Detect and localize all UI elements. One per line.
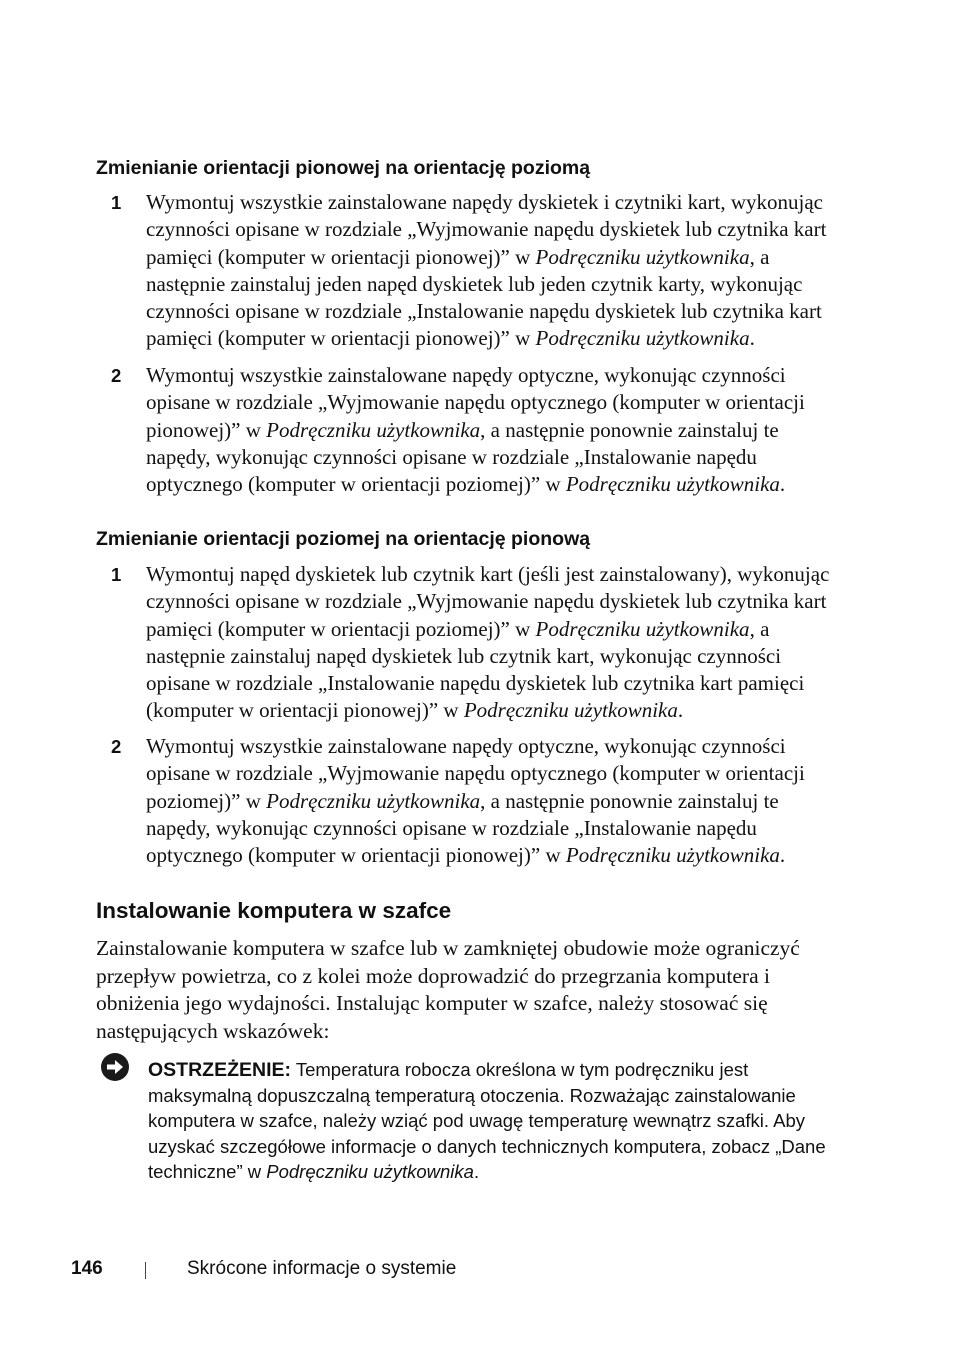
section-heading-portrait-to-landscape: Zmienianie orientacji pionowej na orientację poziomą <box>96 157 591 179</box>
section-heading-cabinet: Instalowanie komputera w szafce <box>96 898 452 923</box>
step-text: Wymontuj wszystkie zainstalowane napędy optyczne, wykonując czynności opisane w rozdziale „Wyjmowanie napędu optycznego (komputer w orientacji pionowej)” w Podręczniku użytkownika, a następnie ponownie zainstaluj te napędy, wykonując czynności opisane w rozdziale „Instalowanie napędu optycznego (komputer w orientacji poziomej)” w Podręczniku użytkownika. <box>146 363 805 497</box>
step-number: 2 <box>111 736 122 757</box>
warning-note: OSTRZEŻENIE: Temperatura robocza określona w tym podręczniku jest maksymalną dopuszczalną temperaturą otoczenia. Rozważając zainstalowanie komputera w szafce, należy wziąć pod uwagę temperaturę wewnątrz szafki. Aby uzyskać szczegółowe informacje o danych technicznych komputera, zobacz „Dane techniczne” w Podręczniku użytkownika. <box>148 1059 826 1182</box>
step-number: 2 <box>111 365 122 386</box>
cabinet-paragraph: Zainstalowanie komputera w szafce lub w zamkniętej obudowie może ograniczyć przepływ powietrza, co z kolei może doprowadzić do przegrzania komputera i obniżenia jego wydajności. Instalując komputer w szafce, należy stosować się następujących wskazówek: <box>96 936 800 1043</box>
footer-title: Skrócone informacje o systemie <box>187 1258 457 1279</box>
warning-label: OSTRZEŻENIE: <box>148 1059 292 1081</box>
step-text: Wymontuj wszystkie zainstalowane napędy optyczne, wykonując czynności opisane w rozdziale „Wyjmowanie napędu optycznego (komputer w orientacji poziomej)” w Podręczniku użytkownika, a następnie ponownie zainstaluj te napędy, wykonując czynności opisane w rozdziale „Instalowanie napędu optycznego (komputer w orientacji pionowej)” w Podręczniku użytkownika. <box>146 734 805 868</box>
step-text: Wymontuj napęd dyskietek lub czytnik kart (jeśli jest zainstalowany), wykonując czynności opisane w rozdziale „Wyjmowanie napędu dyskietek lub czytnika kart pamięci (komputer w orientacji poziomej)” w Podręczniku użytkownika, a następnie zainstaluj napęd dyskietek lub czytnik kart, wykonując czynności opisane w rozdziale „Instalowanie napędu dyskietek lub czytnika kart pamięci (komputer w orientacji pionowej)” w Podręczniku użytkownika. <box>146 562 830 723</box>
page-number: 146 <box>71 1258 103 1279</box>
footer-divider <box>145 1262 146 1279</box>
step-number: 1 <box>111 192 122 213</box>
notice-arrow-icon <box>100 1052 130 1082</box>
step-text: Wymontuj wszystkie zainstalowane napędy dyskietek i czytniki kart, wykonując czynności opisane w rozdziale „Wyjmowanie napędu dyskietek lub czytnika kart pamięci (komputer w orientacji pionowej)” w Podręczniku użytkownika, a następnie zainstaluj jeden napęd dyskietek lub jeden czytnik karty, wykonując czynności opisane w rozdziale „Instalowanie napędu dyskietek lub czytnika kart pamięci (komputer w orientacji pionowej)” w Podręczniku użytkownika. <box>146 190 827 351</box>
section-heading-landscape-to-portrait: Zmienianie orientacji poziomej na orientację pionową <box>96 528 591 550</box>
step-number: 1 <box>111 564 122 585</box>
